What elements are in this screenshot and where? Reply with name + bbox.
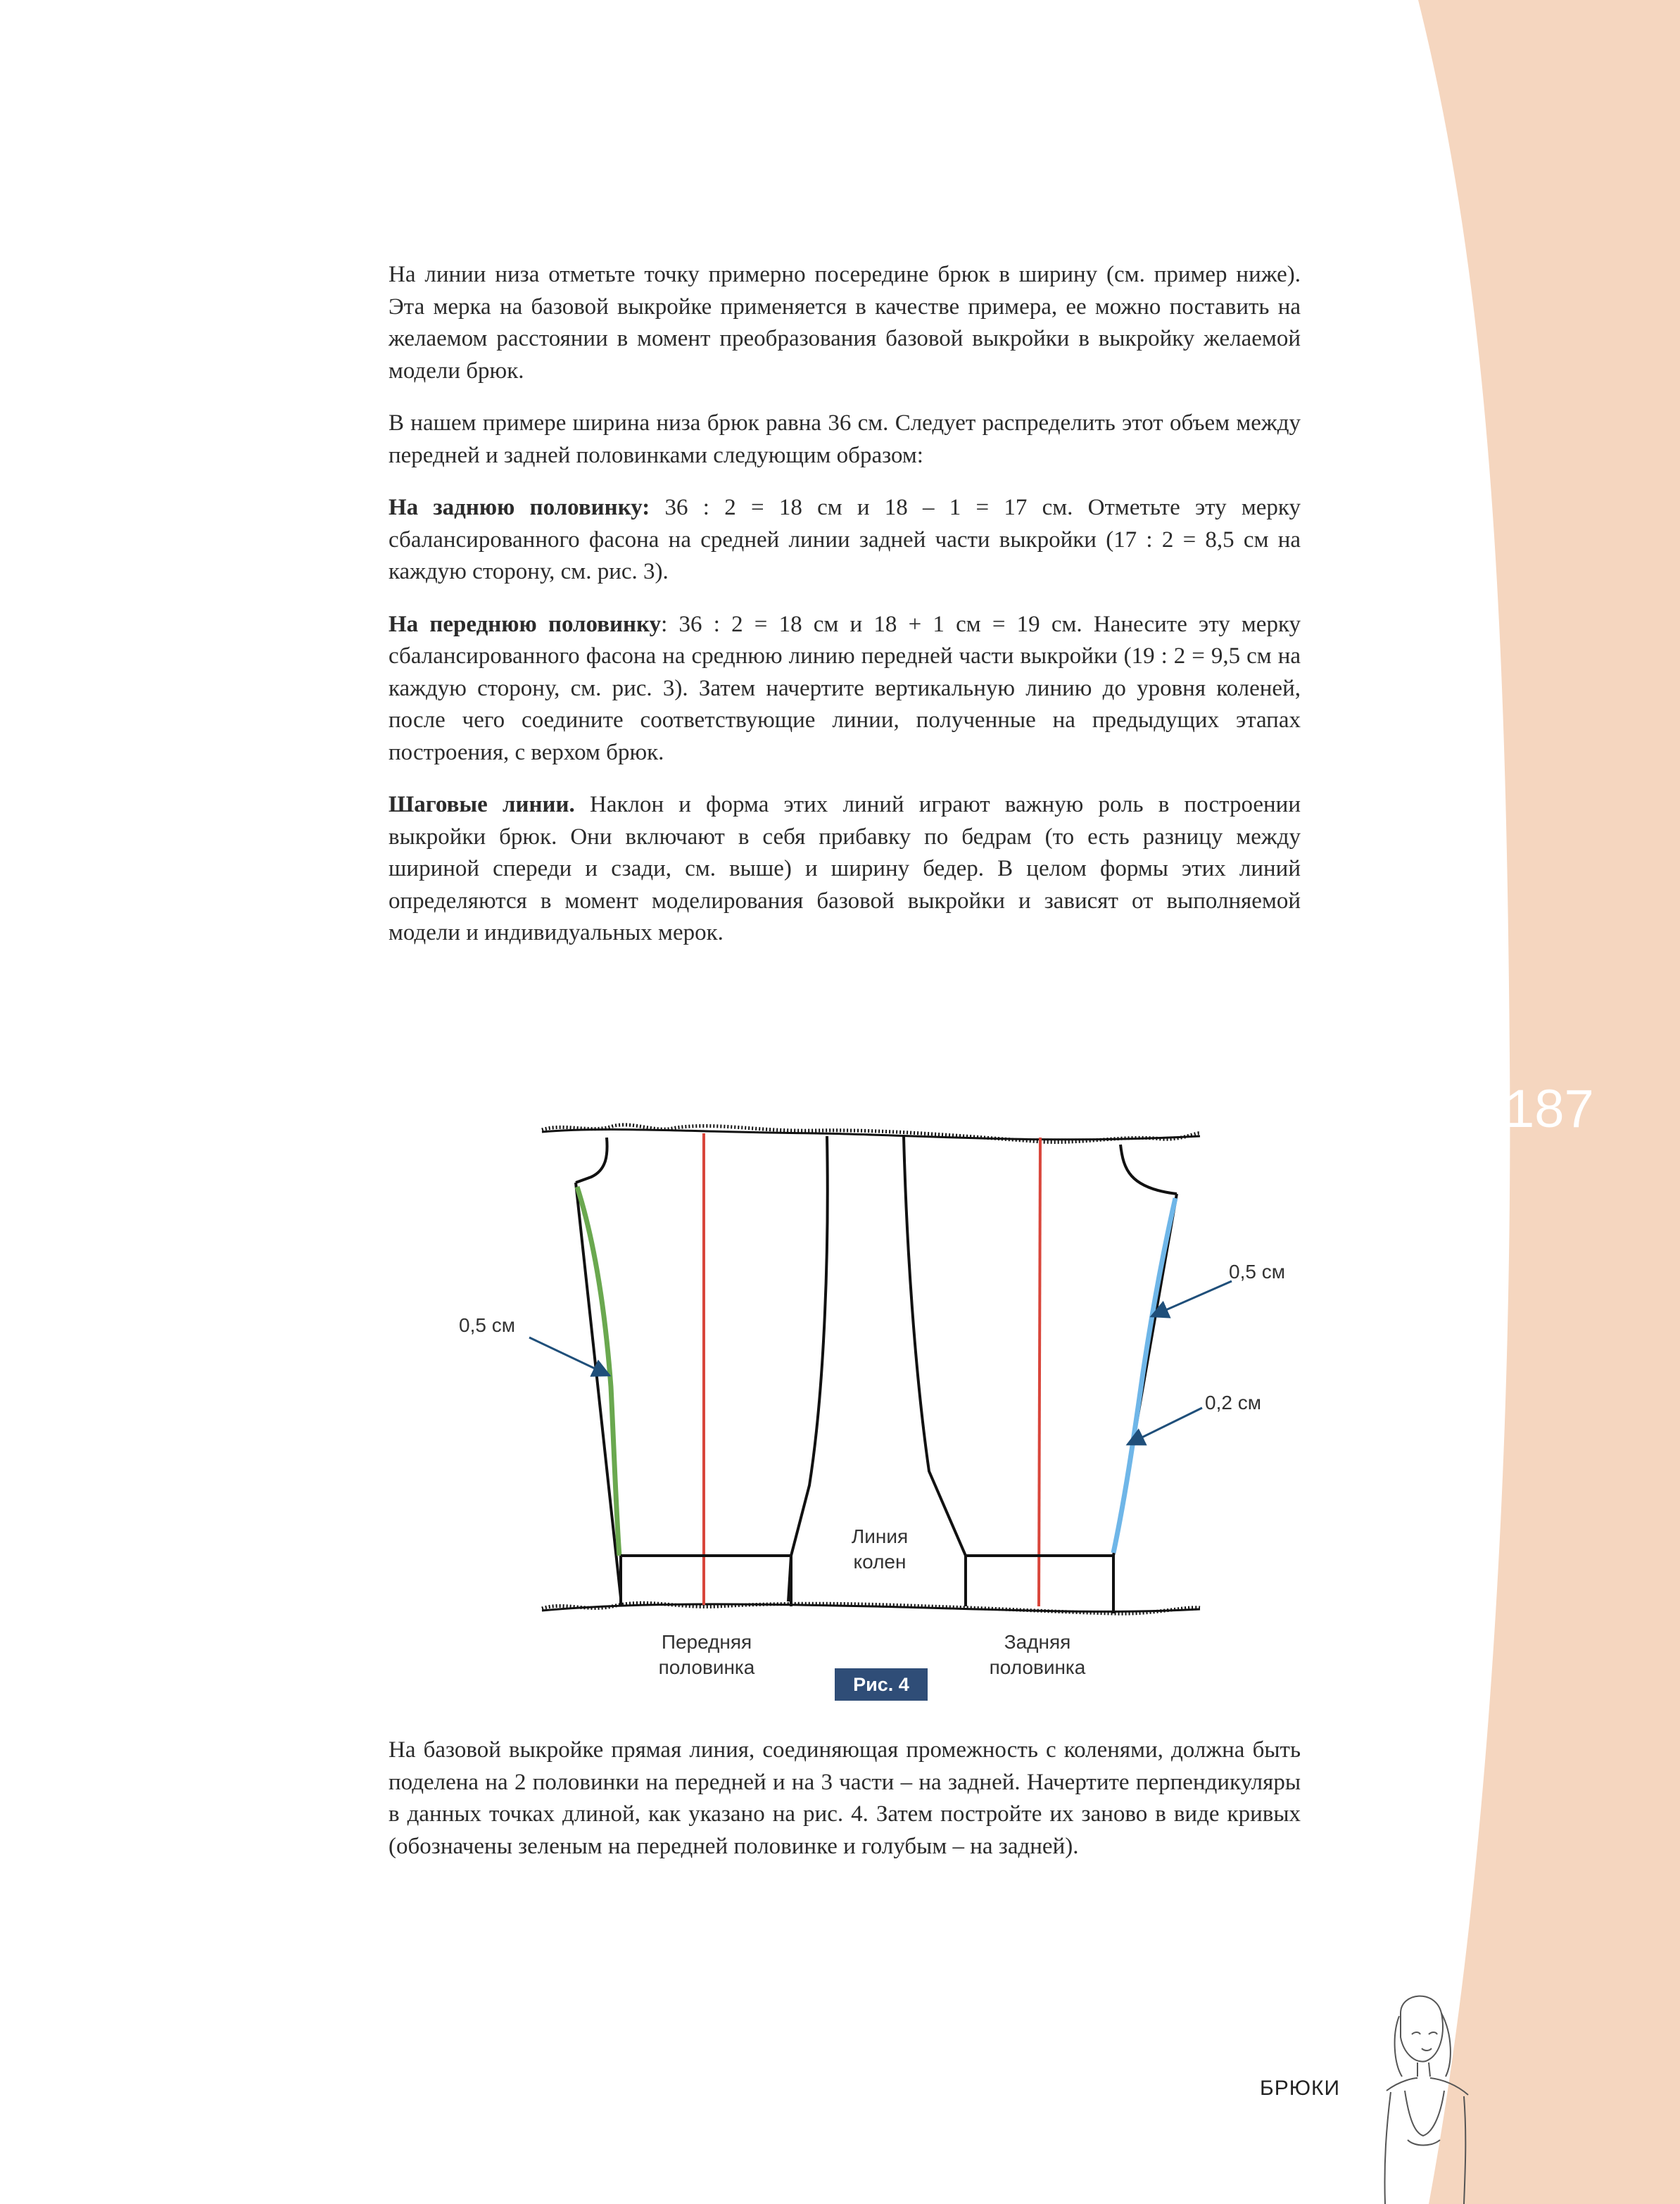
label-front-offset: 0,5 см [459,1314,515,1336]
back-crotch-curve [1120,1145,1177,1194]
back-offset-arrow-top [1151,1281,1232,1316]
front-inseam-straight [576,1183,621,1598]
upper-text [389,259,1301,970]
label-knee-line-2: колен [853,1551,907,1573]
paragraph-3-lead: На заднюю половинку: [389,495,650,520]
back-inseam-curve [1113,1198,1175,1553]
front-offset-arrow [529,1337,610,1375]
paragraph-5-lead: Шаговые линии. [389,792,575,817]
section-label: БРЮКИ [1260,2077,1341,2100]
label-front-half-2: половинка [658,1656,755,1678]
front-crotch-curve [576,1138,607,1183]
paragraph-6: На базовой выкройке прямая линия, соединяющая промежность с коленями, должна быть поделена на 2 половинки на передней и на 3 части – на задней. Начертите перпендикуляры в данных точках длиной, как указано на рис. 4. Затем постройте их заново в виде кривых (обозначены зеленым на передней половинке и голубым – на задней). [389,1737,1301,1859]
paragraph-1: На линии низа отметьте точку примерно посередине брюк в ширину (см. пример ниже). Эта мерка на базовой выкройке применяется в качестве примера, ее можно поставить на желаемом расстоянии в момент преобразования базовой выкройки в выкройку желаемой модели брюк. [389,262,1301,384]
label-back-offset-bottom: 0,2 см [1205,1392,1261,1413]
woman-sketch-icon [1358,1985,1471,2204]
label-knee-line-1: Линия [851,1525,909,1547]
lower-text [389,1734,1301,1883]
front-side-seam [788,1136,828,1601]
paragraph-2: В нашем примере ширина низа брюк равна 36 см. Следует распределить этот объем между передней и задней половинками следующим образом: [389,410,1301,468]
page-number: 187 [1505,1079,1594,1139]
paragraph-5-body: Наклон и форма этих линий играют важную роль в построении выкройки брюк. Они включают в себя прибавку по бедрам (то есть разницу между шириной спереди и сзади, см. выше) и ширину бедер. В целом формы этих линий определяются в момент моделирования базовой выкройки и зависят от выполняемой модели и индивидуальных мерок. [389,792,1301,945]
label-front-half-1: Передняя [661,1631,752,1653]
label-back-half-1: Задняя [1004,1631,1071,1653]
paragraph-4-lead: На переднюю половинку [389,611,662,637]
figure-diagram [422,1105,1309,1682]
back-side-seam [904,1136,966,1606]
paragraph-4-body: : 36 : 2 = 18 см и 18 + 1 см = 19 см. Нанесите эту мерку сбалансированного фасона на среднюю линию передней части выкройки (19 : 2 = 9,5 см на каждую сторону, см. рис. 3). Затем начертите вертикальную линию до уровня коленей, после чего соедините соответствующие линии, полученные на предыдущих этапах построения, с верхом брюк. [389,611,1301,765]
paragraph-5 [389,789,1301,950]
paragraph-3-body: 36 : 2 = 18 см и 18 – 1 = 17 см. Отметьте эту мерку сбалансированного фасона на средней линии задней части выкройки (17 : 2 = 8,5 см на каждую сторону, см. рис. 3). [389,495,1301,584]
back-center-line [1039,1138,1040,1606]
figure-badge: Рис. 4 [835,1668,928,1701]
label-back-half-2: половинка [989,1656,1086,1678]
label-back-offset-top: 0,5 см [1229,1261,1285,1283]
paragraph-4 [389,609,1301,769]
paragraph-3 [389,492,1301,588]
